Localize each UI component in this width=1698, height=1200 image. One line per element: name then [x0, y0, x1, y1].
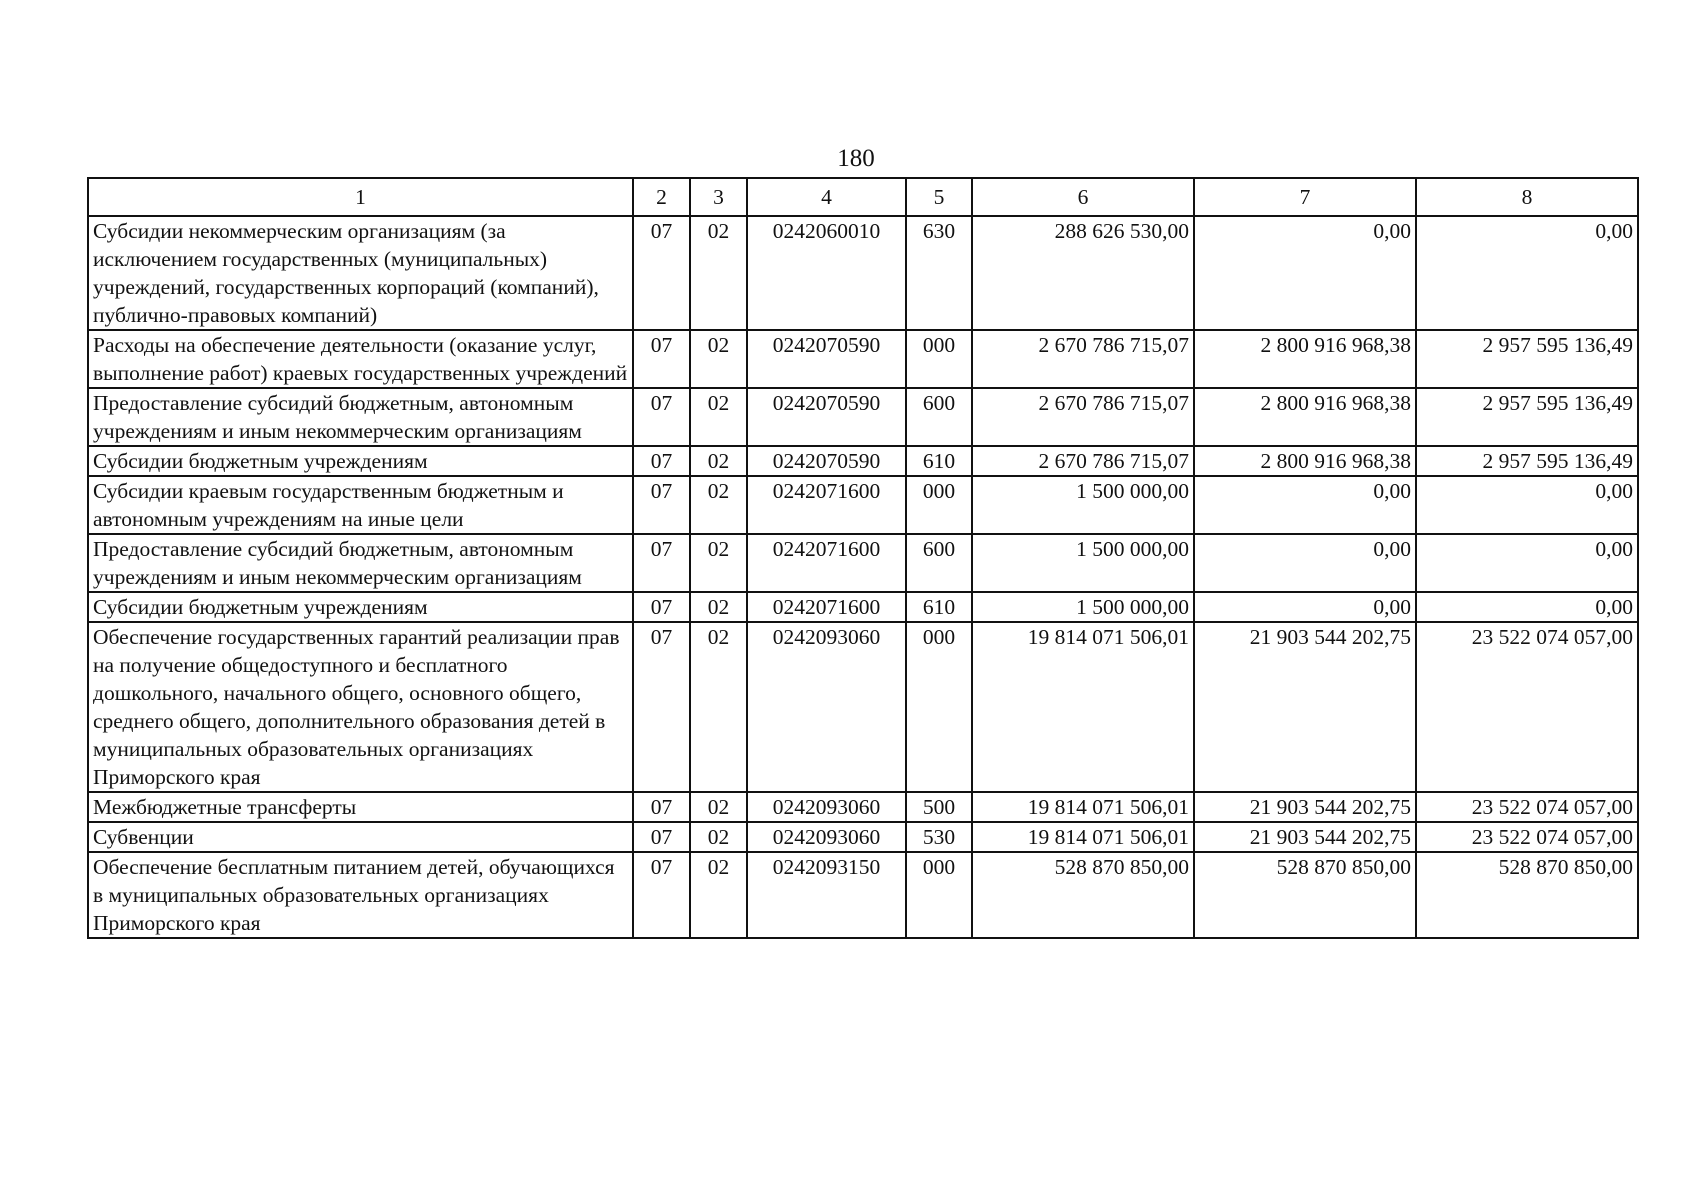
- section-code: 07: [633, 852, 690, 938]
- table-row: [88, 476, 1638, 534]
- amount-col8: 0,00: [1416, 592, 1638, 622]
- amount-col7: 0,00: [1194, 534, 1416, 592]
- section-code: 07: [633, 388, 690, 446]
- table-row: [88, 388, 1638, 446]
- page-number: 180: [837, 145, 875, 172]
- amount-col6: 2 670 786 715,07: [972, 388, 1194, 446]
- row-name: Обеспечение государственных гарантий реализации прав на получение общедоступного и бесплатного дошкольного, начального общего, основного общего, среднего общего, дополнительного образования детей в муниципальных образовательных организациях Приморского края: [88, 622, 633, 792]
- target-article-code: 0242093150: [747, 852, 906, 938]
- column-header: 4: [747, 178, 906, 216]
- expense-type-code: 000: [906, 852, 972, 938]
- amount-col7: 21 903 544 202,75: [1194, 792, 1416, 822]
- target-article-code: 0242060010: [747, 216, 906, 330]
- subsection-code: 02: [690, 216, 747, 330]
- amount-col7: 21 903 544 202,75: [1194, 622, 1416, 792]
- table-row: [88, 852, 1638, 938]
- amount-col7: 2 800 916 968,38: [1194, 388, 1416, 446]
- amount-col8: 0,00: [1416, 476, 1638, 534]
- column-header: 3: [690, 178, 747, 216]
- target-article-code: 0242093060: [747, 622, 906, 792]
- column-header: 7: [1194, 178, 1416, 216]
- amount-col7: 528 870 850,00: [1194, 852, 1416, 938]
- subsection-code: 02: [690, 476, 747, 534]
- section-code: 07: [633, 822, 690, 852]
- subsection-code: 02: [690, 446, 747, 476]
- header-row: [88, 178, 1638, 216]
- section-code: 07: [633, 216, 690, 330]
- subsection-code: 02: [690, 388, 747, 446]
- row-name: Предоставление субсидий бюджетным, автономным учреждениям и иным некоммерческим организациям: [88, 388, 633, 446]
- amount-col6: 1 500 000,00: [972, 592, 1194, 622]
- subsection-code: 02: [690, 822, 747, 852]
- column-header: 1: [88, 178, 633, 216]
- target-article-code: 0242071600: [747, 534, 906, 592]
- amount-col7: 0,00: [1194, 216, 1416, 330]
- amount-col8: 2 957 595 136,49: [1416, 388, 1638, 446]
- amount-col6: 2 670 786 715,07: [972, 330, 1194, 388]
- amount-col8: 2 957 595 136,49: [1416, 446, 1638, 476]
- expense-type-code: 500: [906, 792, 972, 822]
- row-name: Субсидии бюджетным учреждениям: [88, 592, 633, 622]
- expense-type-code: 630: [906, 216, 972, 330]
- expense-type-code: 530: [906, 822, 972, 852]
- amount-col8: 23 522 074 057,00: [1416, 792, 1638, 822]
- section-code: 07: [633, 592, 690, 622]
- section-code: 07: [633, 792, 690, 822]
- target-article-code: 0242070590: [747, 388, 906, 446]
- expense-type-code: 000: [906, 330, 972, 388]
- table-row: [88, 330, 1638, 388]
- amount-col7: 2 800 916 968,38: [1194, 446, 1416, 476]
- subsection-code: 02: [690, 592, 747, 622]
- expense-type-code: 610: [906, 446, 972, 476]
- section-code: 07: [633, 330, 690, 388]
- target-article-code: 0242070590: [747, 330, 906, 388]
- target-article-code: 0242093060: [747, 822, 906, 852]
- amount-col6: 2 670 786 715,07: [972, 446, 1194, 476]
- row-name: Обеспечение бесплатным питанием детей, обучающихся в муниципальных образовательных организациях Приморского края: [88, 852, 633, 938]
- amount-col7: 21 903 544 202,75: [1194, 822, 1416, 852]
- amount-col7: 2 800 916 968,38: [1194, 330, 1416, 388]
- row-name: Субсидии краевым государственным бюджетным и автономным учреждениям на иные цели: [88, 476, 633, 534]
- amount-col6: 19 814 071 506,01: [972, 792, 1194, 822]
- amount-col7: 0,00: [1194, 476, 1416, 534]
- expense-type-code: 000: [906, 476, 972, 534]
- row-name: Предоставление субсидий бюджетным, автономным учреждениям и иным некоммерческим организациям: [88, 534, 633, 592]
- amount-col8: 0,00: [1416, 216, 1638, 330]
- amount-col6: 288 626 530,00: [972, 216, 1194, 330]
- amount-col8: 23 522 074 057,00: [1416, 622, 1638, 792]
- section-code: 07: [633, 446, 690, 476]
- target-article-code: 0242071600: [747, 476, 906, 534]
- target-article-code: 0242071600: [747, 592, 906, 622]
- expense-type-code: 600: [906, 534, 972, 592]
- amount-col6: 19 814 071 506,01: [972, 822, 1194, 852]
- expense-type-code: 610: [906, 592, 972, 622]
- budget-table: [87, 177, 1639, 939]
- section-code: 07: [633, 476, 690, 534]
- row-name: Расходы на обеспечение деятельности (оказание услуг, выполнение работ) краевых государственных учреждений: [88, 330, 633, 388]
- subsection-code: 02: [690, 534, 747, 592]
- expense-type-code: 600: [906, 388, 972, 446]
- amount-col6: 19 814 071 506,01: [972, 622, 1194, 792]
- row-name: Субсидии некоммерческим организациям (за исключением государственных (муниципальных) учреждений, государственных корпораций (компаний), публично-правовых компаний): [88, 216, 633, 330]
- row-name: Межбюджетные трансферты: [88, 792, 633, 822]
- amount-col6: 1 500 000,00: [972, 476, 1194, 534]
- table-row: [88, 792, 1638, 822]
- column-header: 2: [633, 178, 690, 216]
- amount-col8: 23 522 074 057,00: [1416, 822, 1638, 852]
- target-article-code: 0242093060: [747, 792, 906, 822]
- subsection-code: 02: [690, 792, 747, 822]
- amount-col6: 528 870 850,00: [972, 852, 1194, 938]
- column-header: 5: [906, 178, 972, 216]
- table-row: [88, 446, 1638, 476]
- table-row: [88, 622, 1638, 792]
- row-name: Субсидии бюджетным учреждениям: [88, 446, 633, 476]
- amount-col6: 1 500 000,00: [972, 534, 1194, 592]
- amount-col8: 528 870 850,00: [1416, 852, 1638, 938]
- table-row: [88, 534, 1638, 592]
- amount-col8: 2 957 595 136,49: [1416, 330, 1638, 388]
- subsection-code: 02: [690, 622, 747, 792]
- table-row: [88, 592, 1638, 622]
- amount-col7: 0,00: [1194, 592, 1416, 622]
- table-row: [88, 822, 1638, 852]
- column-header: 6: [972, 178, 1194, 216]
- expense-type-code: 000: [906, 622, 972, 792]
- table-row: [88, 216, 1638, 330]
- row-name: Субвенции: [88, 822, 633, 852]
- section-code: 07: [633, 534, 690, 592]
- amount-col8: 0,00: [1416, 534, 1638, 592]
- column-header: 8: [1416, 178, 1638, 216]
- subsection-code: 02: [690, 330, 747, 388]
- section-code: 07: [633, 622, 690, 792]
- target-article-code: 0242070590: [747, 446, 906, 476]
- subsection-code: 02: [690, 852, 747, 938]
